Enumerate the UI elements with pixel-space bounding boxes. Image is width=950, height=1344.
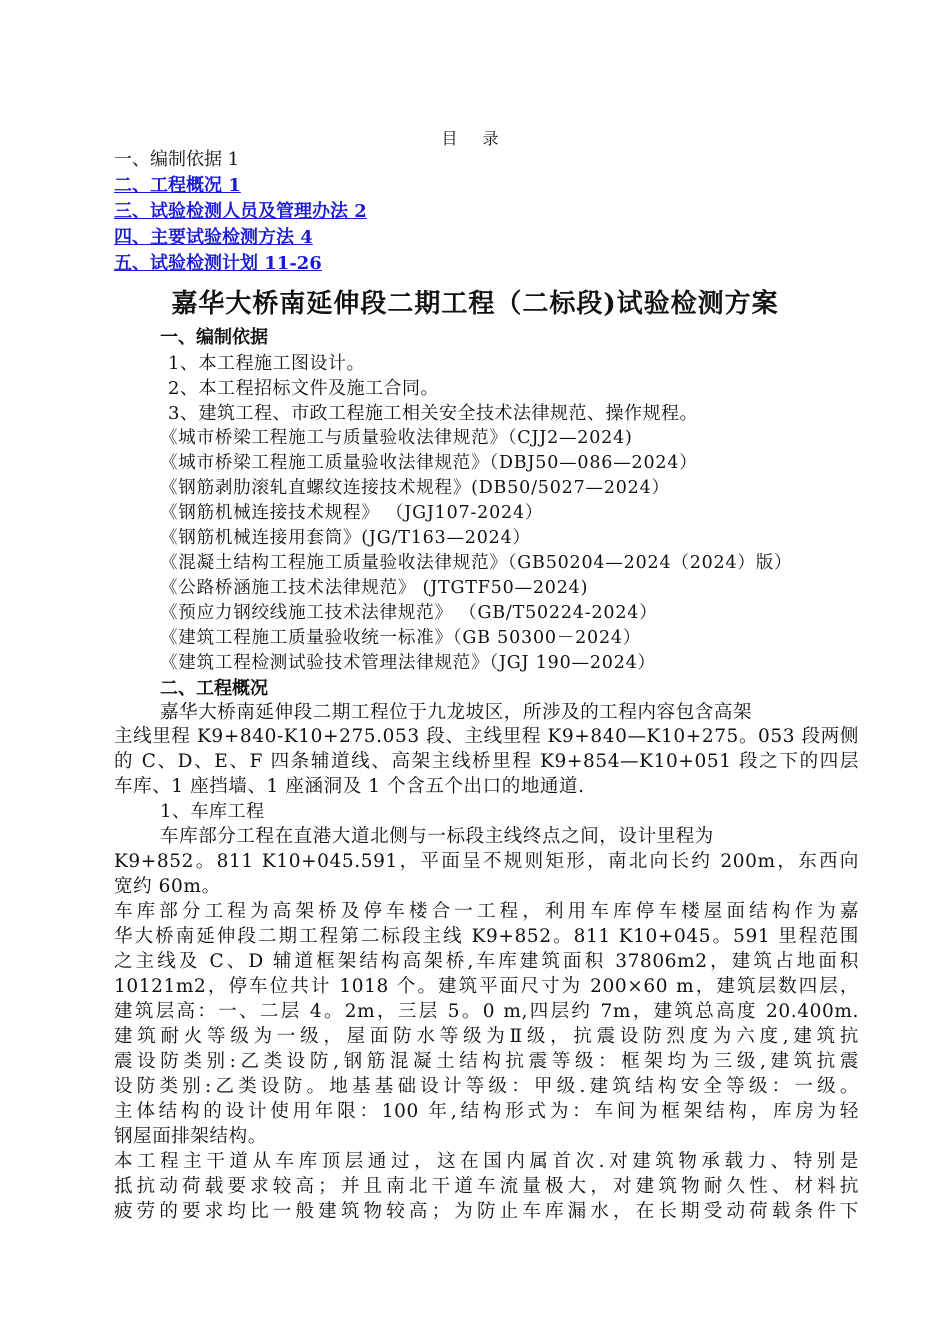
basis-item: 1、本工程施工图设计。 <box>168 353 365 374</box>
toc-link-personnel-management[interactable]: 三、试验检测人员及管理办法 2 <box>114 201 367 222</box>
standard-reference: 《建筑工程施工质量验收统一标准》（GB 50300－2024） <box>160 628 642 648</box>
toc-link-test-methods[interactable]: 四、主要试验检测方法 4 <box>114 227 313 248</box>
standard-reference: 《钢筋机械连接用套筒》(JG/T163—2024） <box>160 528 531 548</box>
document-title: 嘉华大桥南延伸段二期工程（二标段)试验检测方案 <box>171 289 779 319</box>
paragraph-line: 车库部分工程为高架桥及停车楼合一工程，利用车库停车楼屋面结构作为嘉 <box>114 901 859 922</box>
section-heading-compilation-basis: 一、编制依据 <box>160 327 268 348</box>
paragraph-line: 华大桥南延伸段二期工程第二标段主线 K9+852。811 K10+045。591 里程范围 <box>114 926 859 947</box>
basis-item: 2、本工程招标文件及施工合同。 <box>168 378 439 399</box>
paragraph-line: 之主线及 C、D 辅道框架结构高架桥,车库建筑面积 37806m2，建筑占地面积 <box>114 951 859 972</box>
paragraph-line: 钢屋面排架结构。 <box>114 1126 267 1147</box>
toc-title: 目 录 <box>441 129 509 148</box>
paragraph-line: 本工程主干道从车库顶层通过，这在国内属首次.对建筑物承载力、特别是 <box>114 1151 859 1172</box>
subsection-heading-garage: 1、车库工程 <box>160 801 265 822</box>
toc-item-compilation-basis: 一、编制依据 1 <box>114 149 240 170</box>
standard-reference: 《钢筋机械连接技术规程》 （JGJ107-2024） <box>160 503 544 523</box>
standard-reference: 《公路桥涵施工技术法律规范》 (JTGTF50—2024) <box>160 578 589 598</box>
paragraph-line: 建筑层高：一、二层 4。2m，三层 5。0 m,四层约 7m，建筑总高度 20.400m. <box>114 1001 859 1022</box>
paragraph-line: 车库部分工程在直港大道北侧与一标段主线终点之间，设计里程为 <box>160 826 714 847</box>
standard-reference: 《钢筋剥肋滚轧直螺纹连接技术规程》(DB50/5027—2024） <box>160 478 670 498</box>
paragraph-line: 震设防类别:乙类设防,钢筋混凝土结构抗震等级：框架均为三级,建筑抗震 <box>114 1051 859 1072</box>
paragraph-line: 建筑耐火等级为一级，屋面防水等级为Ⅱ级，抗震设防烈度为六度,建筑抗 <box>114 1026 859 1047</box>
standard-reference: 《城市桥梁工程施工质量验收法律规范》（DBJ50—086—2024） <box>160 453 698 473</box>
paragraph-line: K9+852。811 K10+045.591，平面呈不规则矩形，南北向长约 200m，东西向 <box>114 851 859 872</box>
paragraph-line: 主线里程 K9+840-K10+275.053 段、主线里程 K9+840—K10+275。053 段两侧 <box>114 726 859 747</box>
standard-reference: 《建筑工程检测试验技术管理法律规范》（JGJ 190—2024） <box>160 653 656 673</box>
basis-item: 3、建筑工程、市政工程施工相关安全技术法律规范、操作规程。 <box>168 403 698 424</box>
section-heading-project-overview: 二、工程概况 <box>160 678 268 699</box>
paragraph-line: 10121m2，停车位共计 1018 个。建筑平面尺寸为 200×60 m，建筑层数四层， <box>114 976 859 997</box>
paragraph-line: 的 C、D、E、F 四条辅道线、高架主线桥里程 K9+854—K10+051 段之下的四层 <box>114 751 859 772</box>
standard-reference: 《混凝土结构工程施工质量验收法律规范》（GB50204—2024（2024）版） <box>160 553 793 573</box>
paragraph-line: 疲劳的要求均比一般建筑物较高；为防止车库漏水，在长期受动荷载条件下 <box>114 1201 859 1222</box>
paragraph-line: 嘉华大桥南延伸段二期工程位于九龙坡区，所涉及的工程内容包含高架 <box>160 702 753 723</box>
paragraph-line: 主体结构的设计使用年限：100 年,结构形式为：车间为框架结构，库房为轻 <box>114 1101 859 1122</box>
paragraph-line: 抵抗动荷载要求较高；并且南北干道车流量极大，对建筑物耐久性、材料抗 <box>114 1176 859 1197</box>
paragraph-line: 宽约 60m。 <box>114 876 221 897</box>
toc-link-project-overview[interactable]: 二、工程概况 1 <box>114 175 241 196</box>
toc-link-test-plan[interactable]: 五、试验检测计划 11-26 <box>114 253 322 274</box>
standard-reference: 《预应力钢绞线施工技术法律规范》 （GB/T50224-2024） <box>160 603 658 623</box>
paragraph-line: 车库、1 座挡墙、1 座涵洞及 1 个含五个出口的地通道. <box>114 776 585 797</box>
standard-reference: 《城市桥梁工程施工与质量验收法律规范》（CJJ2—2024) <box>160 428 633 448</box>
paragraph-line: 设防类别:乙类设防。地基基础设计等级：甲级.建筑结构安全等级：一级。 <box>114 1076 859 1097</box>
